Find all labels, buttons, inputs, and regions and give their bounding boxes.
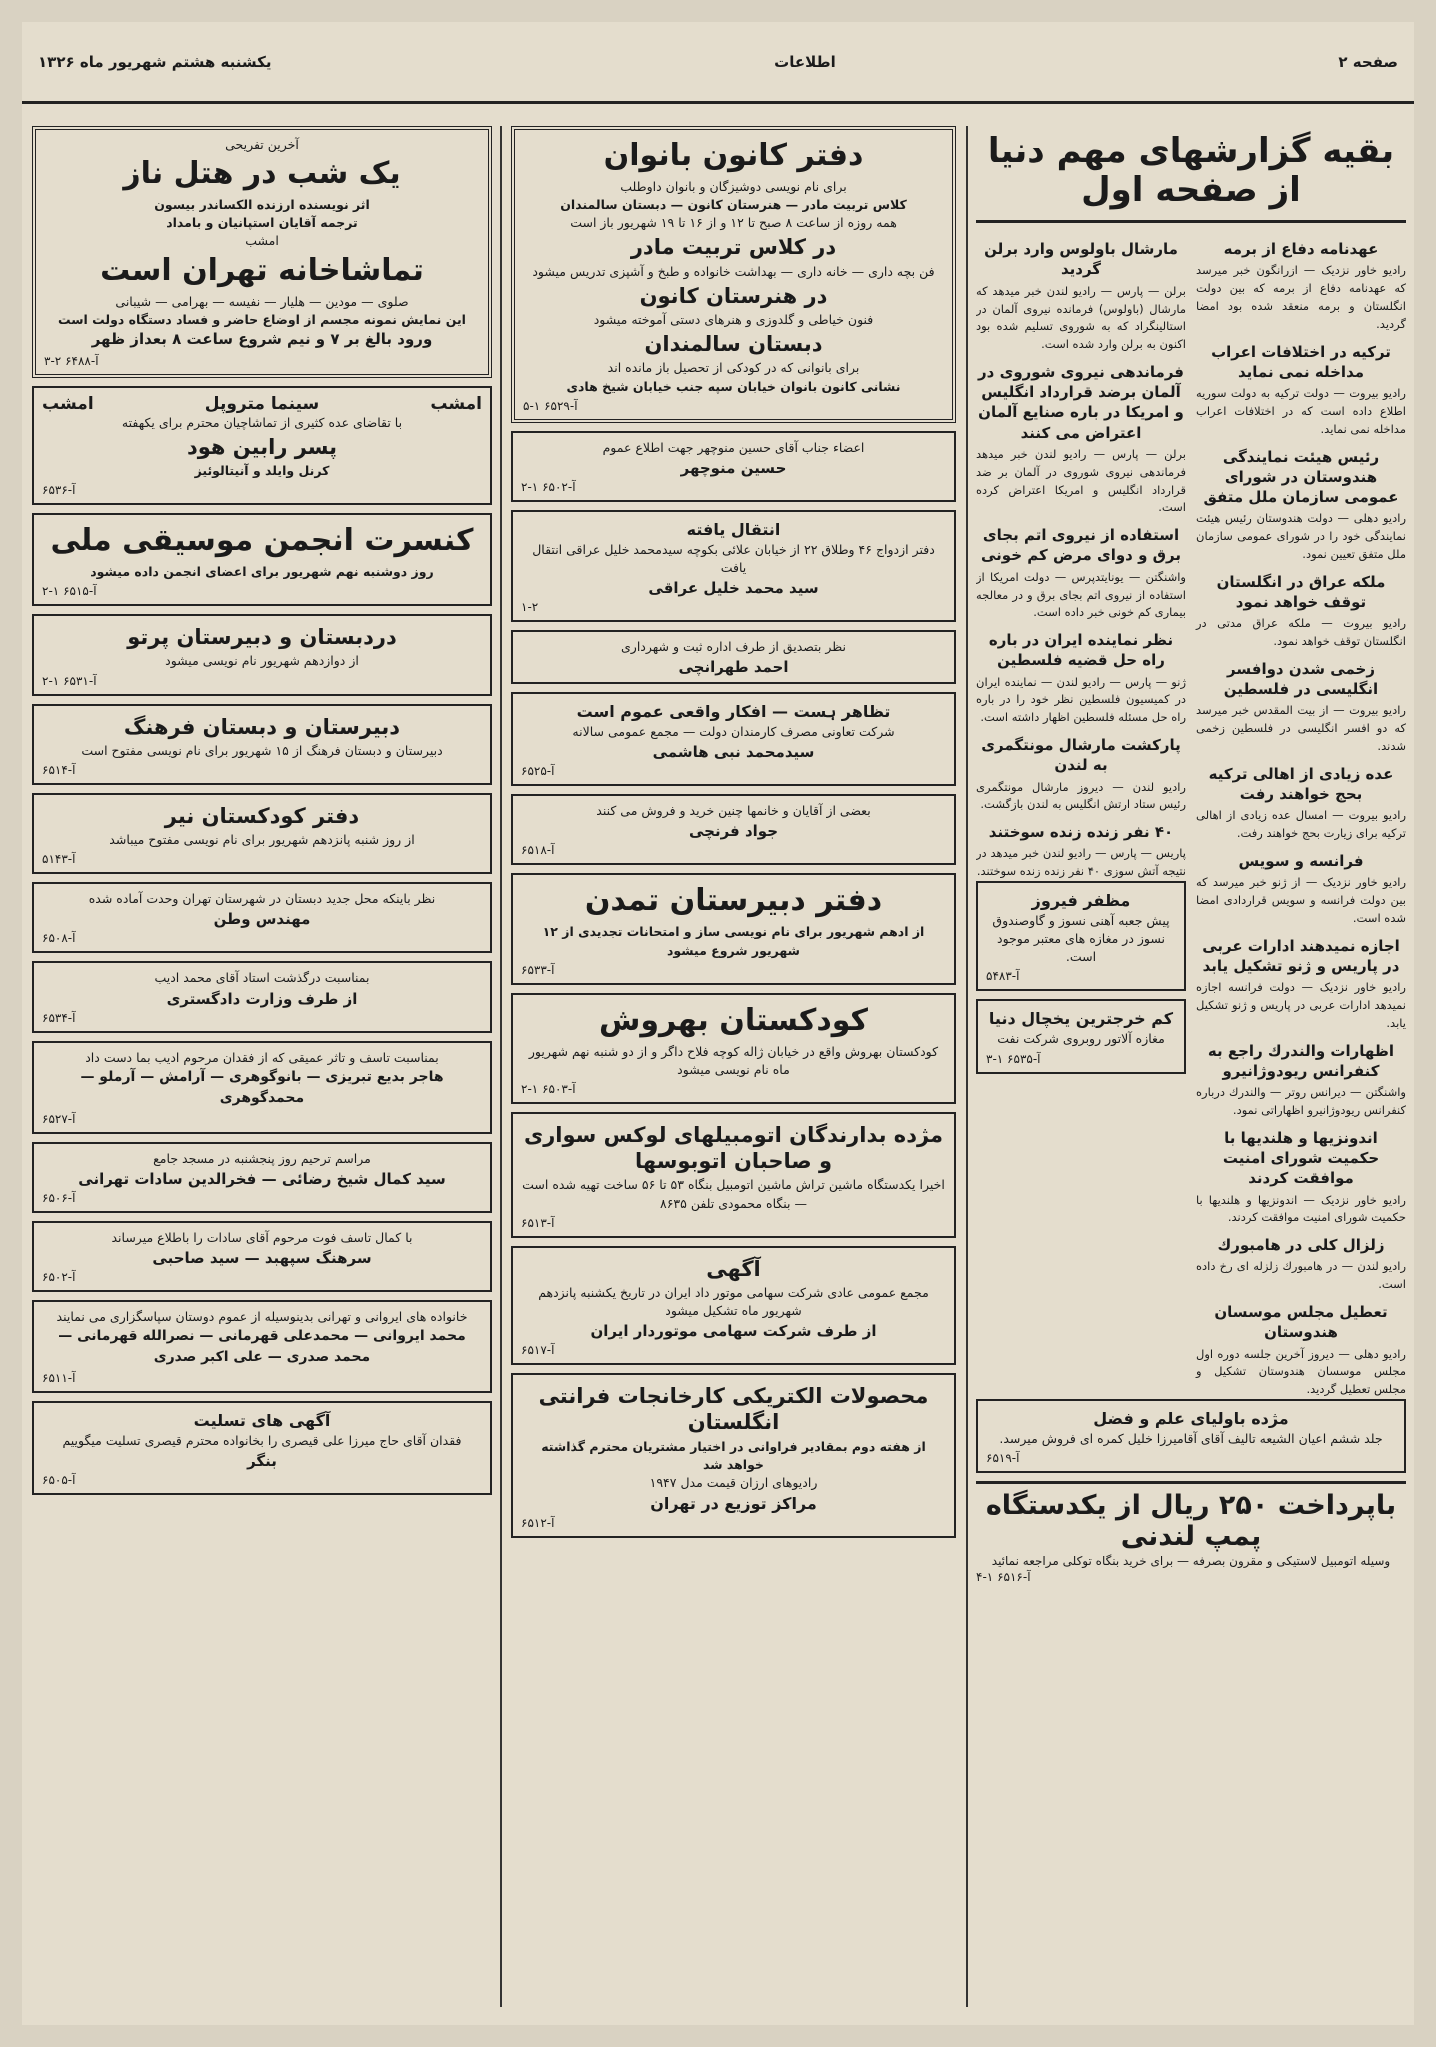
ad-title: آگهی	[706, 1256, 761, 1281]
ad-code: آ-۶۵۳۳	[521, 962, 555, 977]
ad-body: جلد ششم اعیان الشیعه تالیف آقای آقامیرزا خلیل کمره ای فروش میرسد.	[999, 1430, 1383, 1446]
ad-code: آ-۵۴۸۳	[986, 969, 1020, 984]
ad-body: مغازه آلاتور روبروی شرکت نفت	[997, 1031, 1165, 1047]
ad-code: آ-۶۵۰۲ ۱-۲	[521, 479, 576, 494]
article-title: ۴۰ نفر زنده زنده سوختند	[988, 823, 1174, 842]
ad-address: نشانی کانون بانوان خیابان سپه جنب خیابان شیخ هادی	[566, 378, 901, 394]
cinema-tonight: امشب	[42, 393, 94, 414]
ad-body: رادیوهای ارزان قیمت مدل ۱۹۴۷	[649, 1474, 818, 1490]
notice-ad	[32, 882, 492, 953]
article-title: عهدنامه دفاع از برمه	[1223, 240, 1379, 259]
ad-sign: جواد فرنچی	[688, 822, 779, 841]
ad-line: برای نام نویسی دوشیزگان و بانوان داوطلب	[620, 179, 847, 194]
article	[976, 822, 1186, 881]
ad-body: فقدان آقای حاج میرزا علی قیصری را بخانواده محترم قیصری تسلیت میگوییم	[62, 1433, 462, 1448]
ilm-ad	[976, 1399, 1406, 1473]
cinema-ad	[32, 386, 492, 506]
ad-subtitle: از هفته دوم بمقادیر فراوانی در اختیار مشتریان محترم گذاشته خواهد شد	[541, 1438, 926, 1472]
ad-body: نظر باینکه محل جدید دبستان در شهرستان تهران وحدت آماده شده	[88, 891, 436, 907]
ad-code: آ-۶۵۱۲	[521, 1516, 555, 1530]
ad-body: برای بانوانی که در کودکی از تحصیل باز مانده اند	[607, 360, 860, 376]
ad-code: آ-۶۵۱۷	[521, 1343, 555, 1358]
article-title: پارکشت مارشال مونتگمری به لندن	[981, 736, 1181, 775]
ad-title: دردبستان و دبیرستان پرتو	[127, 625, 397, 650]
ad-body: بعضی از آقایان و خانمها چنین خرید و فروش می کنند	[596, 803, 871, 819]
article-title: اندونزیها و هلندیها با حکمیت شورای امنیت موافقت کردند	[1222, 1128, 1380, 1188]
article-body: برلن — پارس — رادیو لندن خبر میدهد فرماندهی نیروی شوروی در آلمان بر ضد قرارداد انگلیس و امریکا اعتراض کرده است.	[976, 446, 1186, 515]
notice-ad	[32, 1041, 492, 1134]
fridge-ad	[976, 999, 1186, 1073]
page-header	[22, 22, 1414, 104]
ads-column-middle	[511, 126, 956, 2007]
ad-line: همه روزه از ساعت ۸ صبح تا ۱۲ و از ۱۶ تا ۱۹ شهریور باز است	[570, 215, 897, 231]
article-title: تعطیل مجلس موسسان هندوستان	[1214, 1303, 1388, 1342]
ad-cast: صلوی — مودین — هلیار — نفیسه — بهرامی — شیبانی	[115, 293, 409, 309]
article-title: زلزال کلی در هامبورك	[1217, 1236, 1385, 1255]
ad-code: آ-۶۴۸۸ ۲-۳	[44, 353, 99, 368]
ad-code: آ-۶۵۰۳ ۱-۲	[521, 1081, 576, 1096]
paper-name: اطلاعات	[774, 52, 836, 71]
column-rule	[966, 126, 968, 2007]
ad-tonight: امشب	[245, 233, 279, 249]
school-ad	[32, 793, 492, 874]
cinema-name: سینما متروپل	[204, 393, 320, 414]
article-title: مارشال باولوس وارد برلن گردید	[984, 240, 1178, 279]
ad-code: آ-۶۵۱۱	[42, 1371, 76, 1385]
article-title: ملکه عراق در انگلستان توقف خواهد نمود	[1216, 572, 1386, 612]
ad-time: ورود بالغ بر ۷ و نیم شروع ساعت ۸ بعداز ظهر	[91, 329, 433, 348]
ad-sign: مهندس وطن	[213, 910, 311, 929]
article	[1196, 851, 1406, 928]
notice-ad	[32, 1142, 492, 1213]
ad-sign: بنگر	[247, 1452, 277, 1471]
ad-centers: مراکز توزیع در تهران	[650, 1494, 817, 1513]
news-subcolumn-right	[1196, 231, 1406, 1399]
ad-title: مژده بدارندگان اتومبیلهای لوکس سواری و صاحبان اتوبوسها	[523, 1122, 944, 1174]
ad-translator: ترجمه آقایان استپانیان و بامداد	[166, 215, 358, 231]
ad-title: کم خرجترین یخچال دنیا	[988, 1009, 1174, 1029]
article-body: ژنو — پارس — رادیو لندن — نماینده ایران در کمیسیون فلسطین نظر خود را در باره راه حل مسئله فلسطین اظهار داشته است.	[976, 674, 1186, 725]
article-body: رادیو خاور نزدیک — از ژنو خبر میرسد که بین دولت فرانسه و سویس قراردادی امضا شده است.	[1196, 875, 1406, 925]
ad-title: کودکستان بهروش	[599, 1002, 868, 1038]
ad-body: این نمایش نمونه مجسم از اوضاع حاضر و فساد دستگاه دولت است	[58, 311, 466, 327]
electric-ad	[511, 1373, 956, 1538]
ad-title: مژده باولیای علم و فضل	[1093, 1408, 1289, 1428]
notice-ad	[511, 431, 956, 502]
article-title: اظهارات والندرك راجع به کنفرانس ریودوژانیرو	[1207, 1041, 1395, 1080]
film-title: پسر رابین هود	[186, 434, 338, 459]
news-subcolumn-left	[976, 231, 1186, 1399]
ad-author: اثر نویسنده ارزنده الکساندر بیسون	[154, 197, 370, 213]
school-ad	[32, 614, 492, 695]
article-body: رادیو خاور نزدیک — دولت فرانسه اجازه نمیدهد ادارات عربی در پاریس و ژنو تشکیل یابد.	[1196, 980, 1406, 1030]
kanoon-ad	[511, 126, 956, 423]
ad-cast: کرنل وایلد و آنیتالوئیز	[194, 462, 330, 478]
ad-code: آ-۶۵۱۹	[986, 1451, 1020, 1466]
ad-sign: حسین منوچهر	[680, 458, 787, 477]
ad-title: آگهی های تسلیت	[193, 1411, 331, 1430]
ad-body: نظر بتصدیق از طرف اداره ثبت و شهرداری	[621, 639, 846, 654]
ad-code: آ-۶۵۳۱ ۱-۲	[42, 673, 97, 688]
article-body: رادیو لندن — دیروز مارشال مونتگمری رئیس ستاد ارتش انگلیس به لندن بازگشت.	[976, 779, 1186, 812]
ad-title: تظاهر ہست — افکار واقعی عموم است	[576, 702, 891, 722]
article-title: رئیس هیئت نمایندگی هندوستان در شورای عمومی سازمان ملل متفق	[1203, 447, 1399, 507]
ad-code: آ-۶۵۱۸	[521, 843, 555, 858]
date-line: یکشنبه هشتم شهریور ماه ۱۳۲۶	[38, 52, 272, 71]
ad-title: انتقال یافته	[686, 519, 781, 539]
ad-body: بمناسبت تاسف و تاثر عمیقی که از فقدان مرحوم ادیب بما دست داد	[85, 1049, 439, 1065]
notice-ad	[32, 1401, 492, 1495]
page-number: صفحه ۲	[1338, 52, 1398, 71]
article-title: استفاده از نیروی اتم بجای برق و دوای مرض کم خونی	[980, 526, 1182, 565]
ad-body: دبیرستان و دبستان فرهنگ از ۱۵ شهریور برای نام نویسی مفتوح است	[81, 742, 443, 758]
ad-code: آ-۶۵۱۳	[521, 1215, 555, 1230]
ad-pretitle: آخرین تفریحی	[225, 137, 299, 152]
ad-body: مراسم ترحیم روز پنجشنبه در مسجد جامع	[153, 1150, 371, 1166]
pump-ad-title: باپرداخت ۲۵۰ ریال از یکدستگاه پمپ لندنی	[985, 1490, 1397, 1553]
article	[1196, 659, 1406, 756]
article	[976, 239, 1186, 354]
ad-subtitle: در هنرستان کانون	[639, 283, 828, 308]
article-title: فرماندهی نیروی شوروی در آلمان برضد قرارداد انگلیس و امریکا در باره صنایع آلمان اعتراض می کنند	[978, 362, 1184, 442]
article-body: برلن — پارس — رادیو لندن خبر میدهد که مارشال (باولوس) فرمانده نیروی آلمان در استالینگراد که به شوروی تسلیم شده بود اکنون به برلن وارد شده است.	[976, 283, 1186, 352]
notice-ad	[32, 1221, 492, 1292]
ad-code: آ-۶۵۲۹ ۱-۵	[523, 398, 578, 413]
news-column	[976, 126, 1406, 2007]
ad-sign: سرهنگ سپهبد — سید صاحبی	[152, 1248, 372, 1267]
ads-column-left	[32, 126, 492, 2007]
bus-ad	[511, 1112, 956, 1238]
article	[1196, 936, 1406, 1033]
ad-sign: سید کمال شیخ رضائی — فخرالدین سادات تهرانی	[78, 1169, 446, 1188]
news-banner: بقیه گزارشهای مهم دنیا از صفحه اول	[976, 126, 1406, 223]
hotel-ad	[32, 126, 492, 378]
notice-ad	[511, 630, 956, 684]
ad-names: هاجر بدیع تبریزی — بانوگوهری — آرامش — آرملو — محمدگوهری	[80, 1068, 444, 1106]
ad-code: آ-۶۵۰۶	[42, 1190, 76, 1205]
pump-ad	[976, 1481, 1406, 1584]
article-title: فرانسه و سویس	[1238, 852, 1364, 870]
concert-ad	[32, 513, 492, 606]
ad-code: آ-۶۵۱۵ ۱-۲	[42, 584, 97, 599]
ad-names: محمد ایروانی — محمدعلی قهرمانی — نصرالله قهرمانی — محمد صدری — علی اکبر صدری	[58, 1328, 466, 1365]
article-title: عده زیادی از اهالی ترکیه بحج خواهند رفت	[1208, 764, 1394, 804]
agahi-ad	[511, 1246, 956, 1366]
article-body: رادیو دهلی — دولت هندوستان رئیس هیئت نمایندگی خود را در شورای عمومی سازمان ملل متفق تعیین نمود.	[1196, 511, 1406, 561]
ad-title: مظفر فیروز	[1031, 891, 1131, 911]
ad-body: فنون خیاطی و گلدوزی و هنرهای دستی آموخته میشود	[593, 312, 874, 327]
article-body: رادیو بیروت — امسال عده زیادی از اهالی ترکیه برای زیارت بحج خواهند رفت.	[1196, 808, 1406, 841]
article-body: رادیو خاور نزدیک — اندونزیها و هلندیها با حکمیت شورای امنیت موافقت کردند.	[1196, 1192, 1406, 1225]
article	[1196, 764, 1406, 843]
article	[1196, 1041, 1406, 1120]
ad-subtitle: در کلاس تربیت مادر	[630, 235, 837, 260]
tamadon-ad	[511, 873, 956, 984]
ad-sign: از طرف وزارت دادگستری	[166, 989, 358, 1008]
article-body: رادیو بیروت — از بیت المقدس خبر میرسد که دو افسر انگلیسی در فلسطین زخمی شدند.	[1196, 703, 1406, 754]
ad-body: بمناسبت درگذشت استاد آقای محمد ادیب	[154, 970, 370, 986]
ad-title: دفتر دبیرستان تمدن	[584, 883, 883, 919]
ad-sign: احمد طهرانچی	[678, 658, 789, 677]
newspaper-page	[22, 22, 1414, 2025]
notice-ad	[32, 1300, 492, 1393]
ad-theater: تماشاخانه تهران است	[100, 252, 424, 288]
article	[976, 525, 1186, 622]
news-subcolumns	[976, 231, 1406, 1399]
ad-body: مجمع عمومی عادی شرکت سهامی موتور داد ایران در تاریخ یکشنبه پانزدهم شهریور ماه تشکیل میشود	[538, 1284, 929, 1318]
ad-code: آ-۶۵۲۵	[521, 764, 555, 779]
ad-title: دفتر کودکستان نیر	[164, 803, 360, 828]
ad-body: پیش جعبه آهنی نسوز و گاوصندوق نسوز در مغازه های معتبر موجود است.	[992, 913, 1170, 965]
ad-code: آ-۶۵۳۶	[42, 483, 76, 497]
article-body: واشنگتن — دیرانس روتر — والندرك درباره کنفرانس ریودوژانیرو اظهاراتی نمود.	[1196, 1085, 1406, 1117]
notice-ad	[511, 510, 956, 622]
ad-sign: از طرف شرکت سهامی موتوردار ایران	[590, 1322, 877, 1341]
ad-code: آ-۶۵۰۵	[42, 1473, 76, 1488]
article	[1196, 342, 1406, 439]
ad-body: از دوازدهم شهریور نام نویسی میشود	[165, 653, 359, 669]
article-title: اجازه نمیدهند ادارات عربی در پاریس و ژنو تشکیل یابد	[1202, 936, 1400, 975]
ad-title: دفتر کانون بانوان	[603, 138, 864, 173]
ad-code: آ-۶۵۱۶ ۱-۴	[976, 1570, 1031, 1585]
ad-code: آ-۶۵۲۷	[42, 1111, 76, 1126]
article-body: رادیو خاور نزدیک — ازرانگون خبر میرسد که عهدنامه دفاع از برمه که بین دولت انگلستان و برمه منعقد شده بود امضا گردید.	[1196, 263, 1406, 331]
ad-body: روز دوشنبه نهم شهریور برای اعضای انجمن داده میشود	[90, 564, 434, 579]
ad-body: با تقاضای عده کثیری از تماشاچیان محترم برای یکهفته	[121, 414, 403, 430]
article-body: پاریس — پارس — رادیو لندن خبر میدهد در نتیجه آتش سوزی ۴۰ نفر زنده زنده سوختند.	[976, 846, 1186, 879]
ad-code: آ-۶۵۳۴	[42, 1010, 76, 1025]
article-body: رادیو لندن — در هامبورك زلزله ای رخ داده است.	[1196, 1259, 1406, 1292]
ad-title: دبیرستان و دبستان فرهنگ	[123, 714, 401, 739]
ad-body: از ادهم شهریور برای نام نویسی ساز و امتحانات تجدیدی از ۱۲ شهریور شروع میشود	[542, 924, 925, 958]
article	[1196, 1302, 1406, 1399]
article	[1196, 1128, 1406, 1227]
ad-body: اخیرا یکدستگاه ماشین تراش ماشین اتومبیل بنگاه ۵۳ تا ۵۶ ساخت تهیه شده است — بنگاه محمودی تلفن ۸۶۳۵	[522, 1177, 945, 1211]
article	[1196, 1235, 1406, 1294]
ad-subtitle: دبستان سالمندان	[644, 332, 823, 357]
article	[1196, 239, 1406, 334]
notice-ad	[511, 794, 956, 865]
article	[1196, 447, 1406, 564]
article-title: ترکیه در اختلافات اعراب مداخله نمی نماید	[1211, 342, 1391, 381]
ad-sign: سید محمد خلیل عراقی	[648, 579, 819, 597]
article-body: رادیو دهلی — دیروز آخرین جلسه دوره اول مجلس موسسان هندوستان تشکیل و مجلس تعطیل گردید.	[1196, 1346, 1406, 1397]
article-body: رادیو بیروت — ملکه عراق مدتی در انگلستان توقف خواهد نمود.	[1196, 616, 1406, 649]
ad-body: فن بچه داری — خانه داری — بهداشت خانواده و طبخ و آشپزی تدریس میشود	[532, 263, 935, 279]
article	[976, 630, 1186, 727]
cinema-header	[42, 394, 482, 414]
ad-code: آ-۶۵۰۸	[42, 931, 76, 946]
article	[976, 362, 1186, 517]
ad-sign: سیدمحمد نبی هاشمی	[652, 743, 815, 762]
notice-ad	[32, 961, 492, 1032]
ad-title: کنسرت انجمن موسیقی ملی	[50, 523, 474, 558]
ad-body: از روز شنبه پانزدهم شهریور برای نام نویسی مفتوح میباشد	[109, 832, 415, 848]
ad-body: با کمال تاسف فوت مرحوم آقای سادات را باطلاع میرساند	[111, 1229, 413, 1245]
ad-title: محصولات الکتریکی کارخانجات فرانتی انگلستان	[538, 1384, 929, 1435]
fireproof-ad	[976, 881, 1186, 991]
article-body: واشنگتن — یونایتدپرس — دولت امریکا از استفاده از نیروی اتم بجای برق و در معالجه بیماری کم خونی خبر داده است.	[976, 569, 1186, 620]
ad-body: دفتر ازدواج ۴۶ وطلاق ۲۲ از خیابان علائی بکوچه سیدمحمد خلیل عراقی انتقال یافت	[532, 541, 935, 575]
ad-body: اعضاء جناب آقای حسین منوچهر جهت اطلاع عموم	[602, 439, 865, 455]
ad-code: آ-۵۱۴۳	[42, 852, 76, 867]
behroush-ad	[511, 993, 956, 1104]
article-title: نظر نماینده ایران در باره راه حل قضیه فلسطین	[988, 631, 1174, 670]
cinema-tonight: امشب	[430, 393, 482, 414]
school-ad	[32, 704, 492, 785]
ad-body: خانواده های ایروانی و تهرانی بدینوسیله از عموم دوستان سپاسگزاری می نمایند	[56, 1308, 468, 1324]
article-title: زخمی شدن دوافسر انگلیسی در فلسطین	[1223, 659, 1379, 699]
ad-code: آ-۶۵۰۲	[42, 1269, 76, 1284]
ad-line: کلاس تربیت مادر — هنرستان کانون — دبستان سالمندان	[560, 197, 907, 213]
ad-title: یک شب در هتل ناز	[123, 156, 401, 192]
column-rule	[500, 126, 502, 2007]
notice-ad	[511, 692, 956, 786]
pump-ad-body: وسیله اتومبیل لاستیکی و مقرون بصرفه — برای خرید بنگاه توکلی مراجعه نمائید	[991, 1554, 1391, 1569]
ad-code: آ-۶۵۱۴	[42, 762, 76, 777]
article	[976, 735, 1186, 814]
ad-code: ۱-۲	[521, 600, 539, 614]
ad-body: کودکستان بهروش واقع در خیابان ژاله کوچه فلاح داگر و از دو شنبه نهم شهریور ماه نام نویسی میشود	[528, 1043, 939, 1077]
article-body: رادیو بیروت — دولت ترکیه به دولت سوریه اطلاع داده است که در اختلافات اعراب مداخله نمی نماید.	[1196, 386, 1406, 436]
article	[1196, 572, 1406, 651]
ad-code: ۳-۱ آ-۶۵۳۵	[986, 1051, 1041, 1066]
ad-body: شرکت تعاونی مصرف کارمندان دولت — مجمع عمومی سالانه	[572, 724, 895, 740]
